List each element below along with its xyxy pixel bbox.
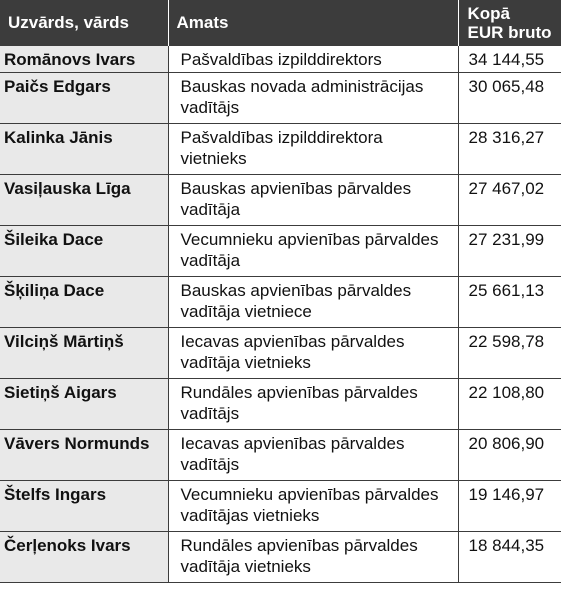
header-role: Amats xyxy=(168,0,458,46)
row-role: Iecavas apvienības pārvaldes vadītāja vietnieks xyxy=(168,328,458,379)
header-total xyxy=(458,0,561,46)
header-total-line1: Kopā xyxy=(467,4,510,23)
row-role: Bauskas novada administrācijas vadītājs xyxy=(168,73,458,124)
table-row xyxy=(0,73,561,124)
table-row xyxy=(0,175,561,226)
table-row xyxy=(0,226,561,277)
row-role: Bauskas apvienības pārvaldes vadītāja vietniece xyxy=(168,277,458,328)
table-row xyxy=(0,532,561,583)
row-name: Paičs Edgars xyxy=(0,73,168,124)
row-role: Pašvaldības izpilddirektora vietnieks xyxy=(168,124,458,175)
table-row xyxy=(0,379,561,430)
row-name: Vilciņš Mārtiņš xyxy=(0,328,168,379)
row-name: Kalinka Jānis xyxy=(0,124,168,175)
table-row xyxy=(0,430,561,481)
row-name: Šķiliņa Dace xyxy=(0,277,168,328)
header-name: Uzvārds, vārds xyxy=(0,0,168,46)
row-name: Čerļenoks Ivars xyxy=(0,532,168,583)
row-role: Vecumnieku apvienības pārvaldes vadītāja xyxy=(168,226,458,277)
header-row xyxy=(0,0,561,46)
row-total: 22 598,78 xyxy=(458,328,561,379)
row-total: 19 146,97 xyxy=(458,481,561,532)
row-role: Bauskas apvienības pārvaldes vadītāja xyxy=(168,175,458,226)
row-total: 27 231,99 xyxy=(458,226,561,277)
row-total: 28 316,27 xyxy=(458,124,561,175)
row-total: 27 467,02 xyxy=(458,175,561,226)
row-role: Rundāles apvienības pārvaldes vadītājs xyxy=(168,379,458,430)
row-name: Štelfs Ingars xyxy=(0,481,168,532)
table-row xyxy=(0,481,561,532)
row-total: 22 108,80 xyxy=(458,379,561,430)
row-role: Rundāles apvienības pārvaldes vadītāja vietnieks xyxy=(168,532,458,583)
row-role: Pašvaldības izpilddirektors xyxy=(168,46,458,73)
row-name: Romānovs Ivars xyxy=(0,46,168,73)
row-role: Vecumnieku apvienības pārvaldes vadītājas vietnieks xyxy=(168,481,458,532)
row-total: 30 065,48 xyxy=(458,73,561,124)
row-name: Vāvers Normunds xyxy=(0,430,168,481)
row-total: 20 806,90 xyxy=(458,430,561,481)
table-row xyxy=(0,277,561,328)
row-name: Vasiļauska Līga xyxy=(0,175,168,226)
row-total: 25 661,13 xyxy=(458,277,561,328)
table-row xyxy=(0,124,561,175)
table-row xyxy=(0,46,561,73)
row-name: Sietiņš Aigars xyxy=(0,379,168,430)
row-total: 34 144,55 xyxy=(458,46,561,73)
row-total: 18 844,35 xyxy=(458,532,561,583)
row-name: Šileika Dace xyxy=(0,226,168,277)
header-total-line2: EUR bruto xyxy=(467,23,552,42)
table-row xyxy=(0,328,561,379)
row-role: Iecavas apvienības pārvaldes vadītājs xyxy=(168,430,458,481)
